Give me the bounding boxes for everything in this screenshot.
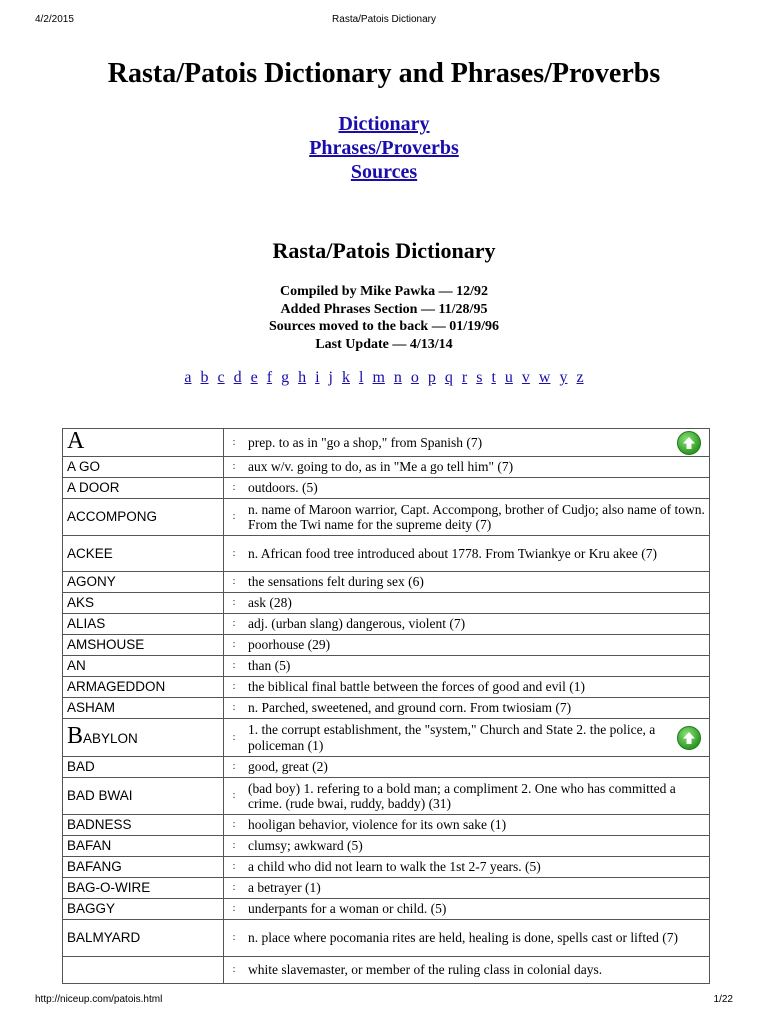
alphabet-link-v[interactable]: v — [521, 369, 530, 386]
alphabet-link-i[interactable]: i — [315, 369, 320, 386]
entry-term: BAD — [63, 757, 224, 778]
definition-text: n. name of Maroon warrior, Capt. Accompong, brother of Cudjo; also name of town. From the Twi name for the supreme deity (7) — [248, 501, 705, 532]
entry-definition — [244, 719, 710, 757]
definition-text: underpants for a woman or child. (5) — [248, 901, 447, 917]
credit-line: Sources moved to the back — 01/19/96 — [269, 319, 499, 334]
entry-separator: : — [224, 677, 245, 698]
dictionary-table — [62, 428, 710, 984]
alphabet-link-r[interactable]: r — [461, 369, 468, 386]
credit-line: Compiled by Mike Pawka — 12/92 — [279, 284, 489, 299]
entry-separator: : — [224, 478, 245, 499]
table-row — [63, 536, 710, 572]
table-row — [63, 614, 710, 635]
entry-term — [63, 429, 224, 457]
definition-text: good, great (2) — [248, 759, 328, 775]
entry-definition — [244, 920, 710, 957]
alphabet-link-s[interactable]: s — [476, 369, 483, 386]
credit-line: Added Phrases Section — 11/28/95 — [280, 301, 488, 317]
entry-definition — [244, 478, 710, 499]
alphabet-link-n[interactable]: n — [393, 369, 402, 386]
entry-separator: : — [224, 899, 245, 920]
table-row — [63, 878, 710, 899]
entry-definition — [244, 857, 710, 878]
alphabet-nav — [0, 369, 768, 387]
definition-text: prep. to as in "go a shop," from Spanish (7) — [248, 434, 483, 450]
entry-term: ACKEE — [63, 536, 224, 572]
entry-definition — [244, 878, 710, 899]
entry-separator: : — [224, 457, 245, 478]
entry-term: ACCOMPONG — [63, 499, 224, 536]
definition-text: poorhouse (29) — [248, 637, 331, 653]
credit-line: Last Update — 4/13/14 — [315, 336, 453, 352]
entry-definition — [244, 957, 710, 984]
credits — [0, 283, 768, 353]
table-row — [63, 677, 710, 698]
alphabet-link-a[interactable]: a — [184, 369, 192, 386]
definition-text: hooligan behavior, violence for its own sake (1) — [248, 817, 507, 833]
entry-separator: : — [224, 815, 245, 836]
alphabet-link-d[interactable]: d — [233, 369, 242, 386]
entry-definition — [244, 778, 710, 815]
entry-definition — [244, 815, 710, 836]
entry-separator: : — [224, 656, 245, 677]
entry-definition — [244, 536, 710, 572]
entry-separator: : — [224, 499, 245, 536]
alphabet-link-t[interactable]: t — [491, 369, 496, 386]
alphabet-link-b[interactable]: b — [200, 369, 209, 386]
entry-definition — [244, 429, 710, 457]
section-title: Rasta/Patois Dictionary — [272, 238, 496, 263]
entry-term: BAFANG — [63, 857, 224, 878]
table-row — [63, 899, 710, 920]
table-row — [63, 857, 710, 878]
entry-separator: : — [224, 878, 245, 899]
entry-definition — [244, 757, 710, 778]
entry-term: ASHAM — [63, 698, 224, 719]
print-title: Rasta/Patois Dictionary — [332, 14, 436, 25]
alphabet-link-w[interactable]: w — [538, 369, 551, 386]
table-row — [63, 656, 710, 677]
entry-separator: : — [224, 857, 245, 878]
definition-text: outdoors. (5) — [248, 480, 318, 496]
page-number: 1/22 — [713, 994, 733, 1005]
nav-link-sources[interactable]: Sources — [350, 161, 418, 183]
entry-term: BADNESS — [63, 815, 224, 836]
entry-term — [63, 957, 224, 984]
entry-definition — [244, 899, 710, 920]
entry-term: BAG-O-WIRE — [63, 878, 224, 899]
entry-separator: : — [224, 536, 245, 572]
definition-text: n. Parched, sweetened, and ground corn. From twiosiam (7) — [248, 700, 572, 716]
entry-term: BALMYARD — [63, 920, 224, 957]
definition-text: aux w/v. going to do, as in "Me a go tell him" (7) — [248, 459, 514, 475]
entry-definition — [244, 499, 710, 536]
print-date: 4/2/2015 — [35, 14, 74, 25]
table-row — [63, 635, 710, 656]
definition-text: a child who did not learn to walk the 1st 2-7 years. (5) — [248, 859, 541, 875]
nav-link-dictionary[interactable]: Dictionary — [338, 113, 430, 135]
entry-definition — [244, 593, 710, 614]
entry-term: AMSHOUSE — [63, 635, 224, 656]
table-row — [63, 593, 710, 614]
entry-definition — [244, 572, 710, 593]
definition-text: white slavemaster, or member of the ruling class in colonial days. — [248, 962, 603, 978]
entry-term: A DOOR — [63, 478, 224, 499]
table-row — [63, 572, 710, 593]
alphabet-link-p[interactable]: p — [427, 369, 436, 386]
table-row — [63, 836, 710, 857]
print-header — [35, 14, 733, 30]
entry-definition — [244, 677, 710, 698]
alphabet-link-c[interactable]: c — [217, 369, 225, 386]
definition-text: the biblical final battle between the forces of good and evil (1) — [248, 679, 585, 695]
alphabet-link-e[interactable]: e — [250, 369, 258, 386]
definition-text: clumsy; awkward (5) — [248, 838, 363, 854]
definition-text: 1. the corrupt establishment, the "system," Church and State 2. the police, a policeman (1) — [248, 722, 656, 753]
table-row — [63, 920, 710, 957]
table-row — [63, 457, 710, 478]
entry-separator: : — [224, 920, 245, 957]
entry-term: BAFAN — [63, 836, 224, 857]
entry-term: ALIAS — [63, 614, 224, 635]
alphabet-link-g[interactable]: g — [281, 369, 290, 386]
table-row — [63, 429, 710, 457]
alphabet-link-u[interactable]: u — [504, 369, 513, 386]
entry-definition — [244, 698, 710, 719]
entry-term — [63, 719, 224, 757]
section-nav — [0, 112, 768, 184]
definition-text: n. African food tree introduced about 1778. From Twiankye or Kru akee (7) — [248, 545, 657, 561]
page-title: Rasta/Patois Dictionary and Phrases/Proverbs — [107, 58, 661, 89]
table-row — [63, 815, 710, 836]
entry-separator: : — [224, 614, 245, 635]
definition-text: adj. (urban slang) dangerous, violent (7) — [248, 616, 466, 632]
entry-separator: : — [224, 719, 245, 757]
definition-text: (bad boy) 1. refering to a bold man; a compliment 2. One who has committed a crime. (rude bwai, ruddy, baddy) (31) — [248, 780, 676, 811]
table-row — [63, 719, 710, 757]
alphabet-link-z[interactable]: z — [576, 369, 584, 386]
print-url: http://niceup.com/patois.html — [35, 994, 163, 1005]
entry-separator: : — [224, 778, 245, 815]
entry-separator: : — [224, 698, 245, 719]
definition-text: than (5) — [248, 658, 291, 674]
definition-text: ask (28) — [248, 595, 292, 611]
entry-term-rest: ABYLON — [83, 730, 138, 746]
alphabet-link-j[interactable]: j — [328, 369, 333, 386]
alphabet-link-l[interactable]: l — [358, 369, 364, 386]
alphabet-link-y[interactable]: y — [559, 369, 568, 386]
entry-definition — [244, 635, 710, 656]
section-letter: A — [67, 427, 85, 454]
entry-separator: : — [224, 757, 245, 778]
entry-term: AGONY — [63, 572, 224, 593]
definition-text: the sensations felt during sex (6) — [248, 574, 424, 590]
up-arrow-icon[interactable] — [677, 431, 701, 455]
entry-separator: : — [224, 593, 245, 614]
entry-term: BAD BWAI — [63, 778, 224, 815]
alphabet-link-f[interactable]: f — [266, 369, 273, 386]
entry-definition — [244, 656, 710, 677]
print-footer — [35, 994, 733, 1010]
definition-text: a betrayer (1) — [248, 880, 321, 896]
section-letter: B — [67, 722, 84, 749]
table-row — [63, 698, 710, 719]
up-arrow-icon[interactable] — [677, 726, 701, 750]
entry-definition — [244, 457, 710, 478]
table-row — [63, 757, 710, 778]
entry-term: AN — [63, 656, 224, 677]
entry-separator: : — [224, 429, 245, 457]
table-row — [63, 478, 710, 499]
entry-term: AKS — [63, 593, 224, 614]
alphabet-link-o[interactable]: o — [410, 369, 419, 386]
entry-separator: : — [224, 957, 245, 984]
alphabet-link-k[interactable]: k — [341, 369, 350, 386]
entry-separator: : — [224, 635, 245, 656]
alphabet-link-m[interactable]: m — [372, 369, 385, 386]
entry-term: BAGGY — [63, 899, 224, 920]
entry-term: ARMAGEDDON — [63, 677, 224, 698]
alphabet-link-q[interactable]: q — [444, 369, 453, 386]
definition-text: n. place where pocomania rites are held, healing is done, spells cast or lifted (7) — [248, 930, 678, 946]
entry-definition — [244, 836, 710, 857]
table-row — [63, 499, 710, 536]
entry-definition — [244, 614, 710, 635]
entry-separator: : — [224, 836, 245, 857]
table-row — [63, 778, 710, 815]
nav-link-phrases[interactable]: Phrases/Proverbs — [309, 137, 459, 159]
table-row — [63, 957, 710, 984]
alphabet-link-h[interactable]: h — [298, 369, 307, 386]
entry-term: A GO — [63, 457, 224, 478]
entry-separator: : — [224, 572, 245, 593]
